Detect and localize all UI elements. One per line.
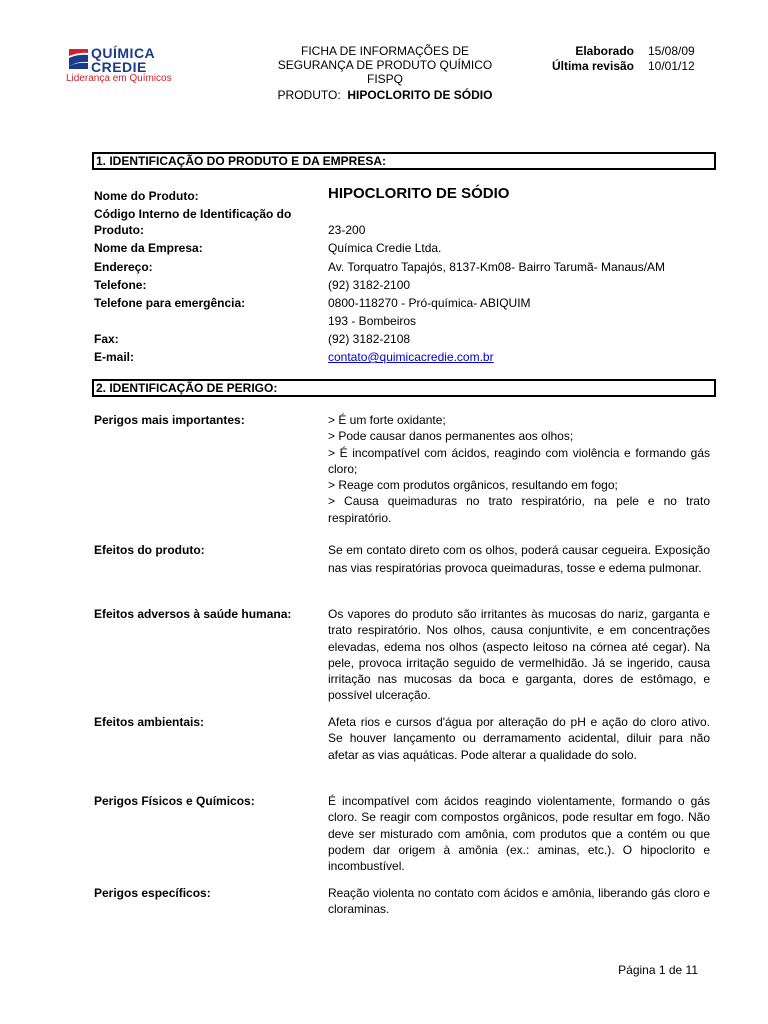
especificos-value: Reação violenta no contato com ácidos e amônia, liberando gás cloro e cloraminas. bbox=[328, 886, 710, 917]
fisicos-label: Perigos Físicos e Químicos: bbox=[94, 794, 255, 808]
ambientais-label: Efeitos ambientais: bbox=[94, 715, 205, 729]
page-number: Página 1 de 11 bbox=[618, 963, 698, 977]
efeitos-value: Se em contato direto com os olhos, poderá causar cegueira. Exposição nas vias respiratórias provoca queimaduras, tosse e edema pulmonar. bbox=[328, 543, 710, 575]
elaborado-label: Elaborado bbox=[575, 44, 634, 58]
nome-produto-label: Nome do Produto: bbox=[94, 189, 199, 203]
meta-labels bbox=[540, 44, 634, 74]
nome-produto-value: HIPOCLORITO DE SÓDIO bbox=[328, 185, 510, 202]
title-line2: SEGURANÇA DE PRODUTO QUÍMICO bbox=[277, 58, 493, 72]
document-title bbox=[250, 44, 520, 102]
perigos-item: > É incompatível com ácidos, reagindo com violência e formando gás cloro; bbox=[328, 445, 710, 476]
meta-values bbox=[648, 44, 718, 74]
perigos-label: Perigos mais importantes: bbox=[94, 413, 245, 427]
endereco-label: Endereço: bbox=[94, 260, 153, 274]
empresa-value: Química Credie Ltda. bbox=[328, 241, 442, 255]
fax-label: Fax: bbox=[94, 332, 119, 346]
adversos-value: Os vapores do produto são irritantes às mucosas do nariz, garganta e trato respiratório. Nos olhos, causa conjuntivite, e em concentrações elevadas, edema nos olhos (aspecto leitoso na córnea até cegar). Na pele, provoca irritação seguido de vermelhidão. Já se ingerido, causa irritação nas mucosas da boca e garganta, dores de estômago, e possível ulceração. bbox=[328, 607, 710, 703]
endereco-value: Av. Torquatro Tapajós, 8137-Km08- Bairro Tarumã- Manaus/AM bbox=[328, 260, 666, 274]
codigo-value: 23-200 bbox=[328, 223, 366, 237]
fisicos-value: É incompatível com ácidos reagindo violentamente, formando o gás cloro. Se reagir com compostos orgânicos, pode resultar em fogo. Não deve ser misturado com amônia, com produtos que a contém ou que podem dar origem à amônia (ex.: aminas, etc.). O hipoclorito e incombustível. bbox=[328, 794, 710, 874]
logo-name-line2: CREDIE bbox=[91, 59, 147, 75]
telefone-label: Telefone: bbox=[94, 278, 147, 292]
email-label: E-mail: bbox=[94, 350, 135, 364]
section-2-header: 2. IDENTIFICAÇÃO DE PERIGO: bbox=[92, 379, 716, 397]
efeitos-label: Efeitos do produto: bbox=[94, 543, 205, 557]
codigo-label-1: Código Interno de Identificação do bbox=[94, 207, 292, 221]
ambientais-value: Afeta rios e cursos d'água por alteração do pH e ação do cloro ativo. Se houver lançamento ou derramamento acidental, diluir para não afetar as vias aquáticas. Pode alterar a qualidade do solo. bbox=[328, 715, 710, 762]
perigos-item: > Pode causar danos permanentes aos olhos; bbox=[328, 429, 574, 444]
perigos-item: > Reage com produtos orgânicos, resultando em fogo; bbox=[328, 478, 618, 493]
email-link[interactable]: contato@quimicacredie.com.br bbox=[328, 350, 494, 364]
perigos-list bbox=[328, 412, 710, 526]
emergencia-value-2: 193 - Bombeiros bbox=[328, 314, 417, 328]
email-value-cell bbox=[328, 348, 710, 366]
title-line1: FICHA DE INFORMAÇÕES DE bbox=[300, 44, 470, 58]
perigos-item: > É um forte oxidante; bbox=[328, 413, 446, 427]
logo-tagline: Liderança em Químicos bbox=[66, 73, 172, 84]
title-line3: FISPQ bbox=[366, 72, 403, 86]
product-label: PRODUTO: bbox=[277, 88, 341, 102]
empresa-label: Nome da Empresa: bbox=[94, 241, 203, 255]
elaborado-value: 15/08/09 bbox=[648, 44, 695, 58]
adversos-label: Efeitos adversos à saúde humana: bbox=[94, 607, 292, 621]
fax-value: (92) 3182-2108 bbox=[328, 332, 411, 346]
telefone-value: (92) 3182-2100 bbox=[328, 278, 411, 292]
product-name: HIPOCLORITO DE SÓDIO bbox=[347, 88, 493, 102]
revisao-value: 10/01/12 bbox=[648, 59, 695, 73]
perigos-item: > Causa queimaduras no trato respiratório, na pele e no trato respiratório. bbox=[328, 494, 710, 525]
emergencia-label: Telefone para emergência: bbox=[94, 296, 246, 310]
codigo-label-2: Produto: bbox=[94, 223, 144, 237]
product-line bbox=[250, 88, 520, 102]
logo-name-line1: QUÍMICA bbox=[91, 45, 156, 61]
especificos-label: Perigos específicos: bbox=[94, 886, 211, 900]
company-logo bbox=[66, 44, 176, 86]
revisao-label: Última revisão bbox=[551, 59, 634, 73]
section-1-header: 1. IDENTIFICAÇÃO DO PRODUTO E DA EMPRESA: bbox=[92, 152, 716, 170]
emergencia-value-1: 0800-118270 - Pró-química- ABIQUIM bbox=[328, 296, 531, 310]
